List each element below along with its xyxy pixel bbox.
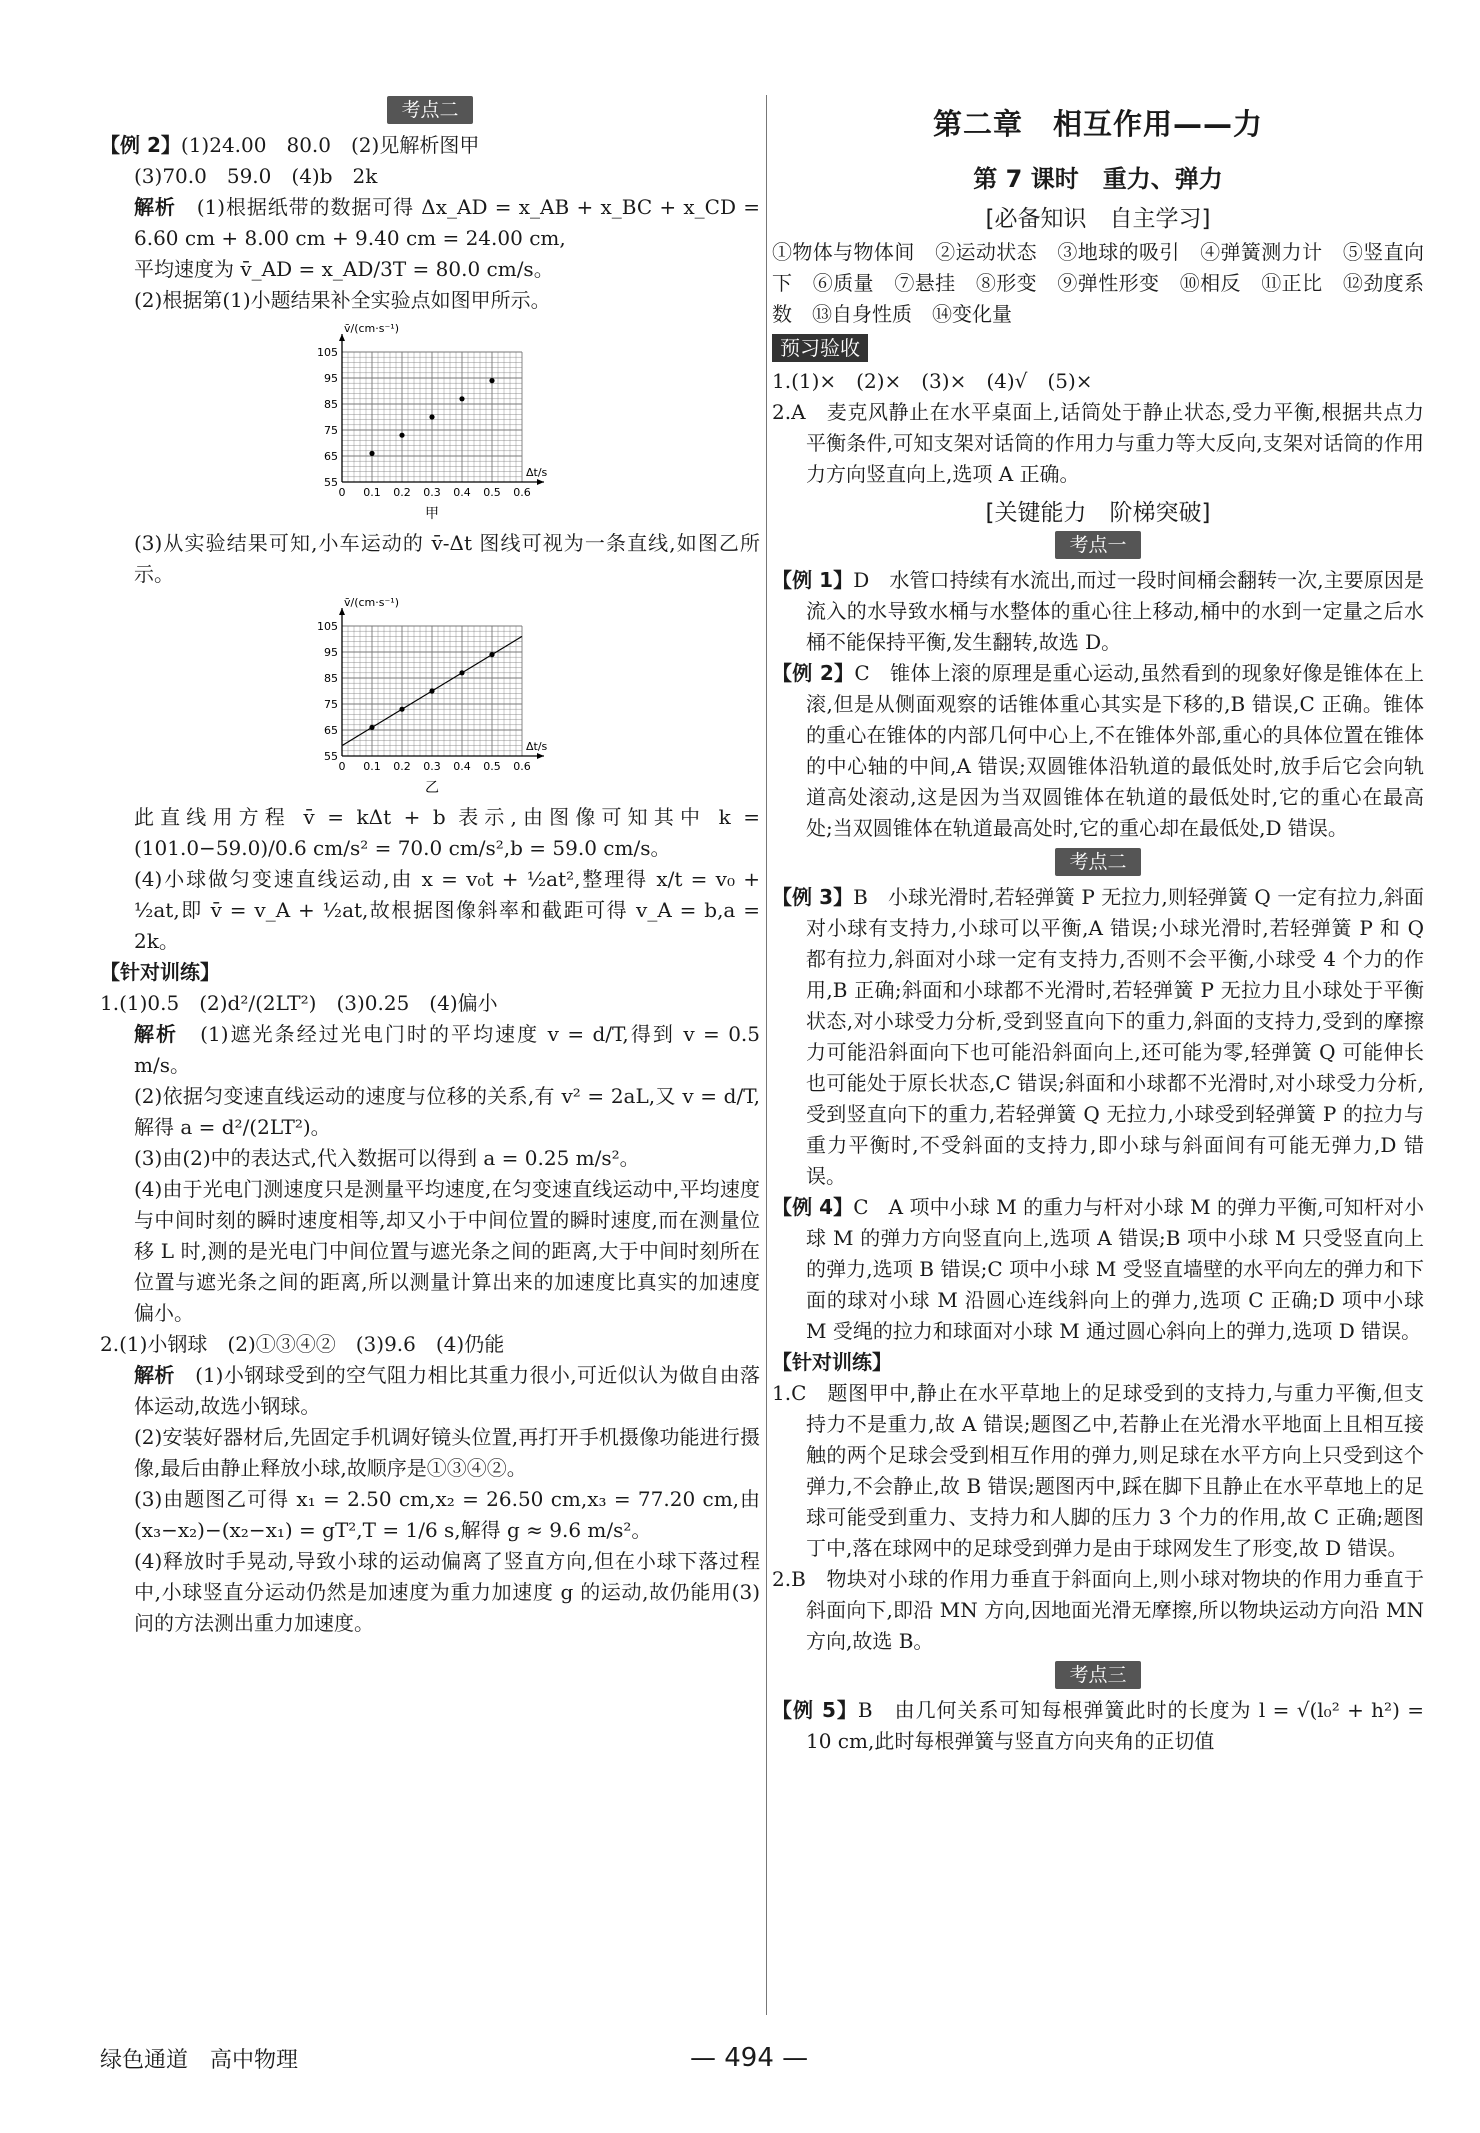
page-number: — 494 —	[690, 2043, 809, 2073]
analysis-p5: 此直线用方程 v̄ = kΔt + b 表示,由图像可知其中 k = (101.0−59.0)/0.6 cm/s² = 70.0 cm/s²,b = 59.0 cm/s。	[134, 805, 760, 860]
example-label: 【例 3】	[772, 885, 854, 909]
x-tick-label: 0.1	[363, 760, 381, 773]
x-axis-arrow	[537, 753, 544, 759]
lesson-title: 第 7 课时 重力、弹力	[973, 165, 1223, 193]
example-2-text: C 锥体上滚的原理是重心运动,虽然看到的现象好像是锥体在上滚,但是从侧面观察的话锥体重心其实是下移的,B 错误,C 正确。锥体的重心在锥体的内部几何中心上,不在锥体外部,重心的具体位置在锥体的中心轴的中间,A 错误;双圆锥体沿轨道的最低处时,放手后它会向轨道高处滚动,这是因为当双圆锥体在轨道的最低处时,它的重心在最高处;当双圆锥体在轨道最高处时,它的重心却在最低处,D 错误。	[806, 661, 1424, 840]
chapter-title: 第二章 相互作用——力	[932, 107, 1263, 141]
data-point	[489, 378, 494, 383]
analysis-label: 解析	[134, 1022, 179, 1046]
training-heading: 【针对训练】	[772, 1350, 892, 1374]
chart-yi	[280, 596, 580, 796]
y-tick-label: 65	[324, 450, 338, 463]
example-4-text: C A 项中小球 M 的重力与杆对小球 M 的弹力平衡,可知杆对小球 M 的弹力方向竖直向上,选项 A 错误;B 项中小球 M 只受竖直向上的弹力,选项 B 错误;C 项中小球 M 受竖直墙壁的水平向左的弹力和下面的球对小球 M 沿圆心连线斜向上的弹力,选项 C 正确;D 项中小球 M 受绳的拉力和球面对小球 M 通过圆心斜向上的弹力,选项 D 错误。	[806, 1195, 1424, 1343]
x-tick-label: 0.3	[423, 486, 441, 499]
data-point	[369, 451, 374, 456]
x-tick-label: 0.6	[513, 760, 531, 773]
section-badge-kaodian-1: 考点一	[1055, 531, 1140, 559]
y-axis-label: v̄/(cm·s⁻¹)	[344, 596, 400, 609]
training-answer-1: 1.C 题图甲中,静止在水平草地上的足球受到的支持力,与重力平衡,但支持力不是重力,故 A 错误;题图乙中,若静止在光滑水平地面上且相互接触的两个足球会受到相互作用的弹力,则足球在水平方向上只受到这个弹力,不会静止,故 B 错误;题图丙中,踩在脚下且静止在水平草地上的足球可能受到重力、支持力和人脚的压力 3 个力的作用,故 C 正确;题图丁中,落在球网中的足球受到弹力是由于球网发生了形变,故 D 错误。	[772, 1381, 1424, 1560]
training2-answer: 2.(1)小钢球 (2)①③④② (3)9.6 (4)仍能	[100, 1332, 505, 1356]
example-1-text: D 水管口持续有水流出,而过一段时间桶会翻转一次,主要原因是流入的水导致水桶与水整体的重心往上移动,桶中的水到一定量之后水桶不能保持平衡,发生翻转,故选 D。	[806, 568, 1424, 654]
preview-answer-1: 1.(1)× (2)× (3)× (4)√ (5)×	[772, 369, 1093, 393]
section-badge-kaodian-2: 考点二	[387, 96, 472, 124]
y-axis-arrow	[339, 334, 345, 341]
data-point	[459, 396, 464, 401]
data-point	[429, 414, 434, 419]
x-tick-label: 0.6	[513, 486, 531, 499]
x-tick-label: 0	[338, 760, 346, 773]
data-point	[399, 707, 404, 712]
analysis-p2: 平均速度为 v̄_AD = x_AD/3T = 80.0 cm/s。	[134, 257, 554, 281]
x-axis-label: Δt/s	[526, 466, 548, 479]
training2-analysis-4: (4)释放时手晃动,导致小球的运动偏离了竖直方向,但在小球下落过程中,小球竖直分运动仍然是加速度为重力加速度 g 的运动,故仍能用(3)问的方法测出重力加速度。	[134, 1549, 760, 1635]
training2-analysis-3: (3)由题图乙可得 x₁ = 2.50 cm,x₂ = 26.50 cm,x₃ = 77.20 cm,由(x₃−x₂)−(x₂−x₁) = gT²,T = 1/6 s,解得 g ≈ 9.6 m/s²。	[134, 1487, 760, 1542]
data-point	[489, 652, 494, 657]
ex2-answer-line2: (3)70.0 59.0 (4)b 2k	[134, 164, 378, 188]
data-point	[399, 433, 404, 438]
y-tick-label: 55	[324, 476, 338, 489]
training-heading: 【针对训练】	[100, 960, 220, 984]
data-point	[369, 725, 374, 730]
x-tick-label: 0.5	[483, 486, 501, 499]
y-tick-label: 105	[317, 620, 338, 633]
example-5-text: B 由几何关系可知每根弹簧此时的长度为 l = √(l₀² + h²) = 10 cm,此时每根弹簧与竖直方向夹角的正切值	[806, 1698, 1424, 1753]
x-tick-label: 0.4	[453, 760, 471, 773]
y-tick-label: 65	[324, 724, 338, 737]
y-axis-label: v̄/(cm·s⁻¹)	[344, 322, 400, 335]
y-tick-label: 75	[324, 424, 338, 437]
chart-caption: 乙	[425, 780, 439, 796]
x-tick-label: 0.1	[363, 486, 381, 499]
analysis-p1: (1)根据纸带的数据可得 Δx_AD = x_AB + x_BC + x_CD = 6.60 cm + 8.00 cm + 9.40 cm = 24.00 cm,	[134, 195, 761, 250]
footer-book-title: 绿色通道 高中物理	[100, 2048, 299, 2073]
left-column	[100, 92, 760, 1639]
training-answer-2: 2.B 物块对小球的作用力垂直于斜面向上,则小球对物块的作用力垂直于斜面向下,即沿 MN 方向,因地面光滑无摩擦,所以物块运动方向沿 MN 方向,故选 B。	[772, 1567, 1424, 1653]
analysis-label: 解析	[134, 195, 176, 219]
analysis-p4: (3)从实验结果可知,小车运动的 v̄-Δt 图线可视为一条直线,如图乙所示。	[134, 531, 760, 586]
example-3-text: B 小球光滑时,若轻弹簧 P 无拉力,则轻弹簧 Q 一定有拉力,斜面对小球有支持力,小球可以平衡,A 错误;小球光滑时,若轻弹簧 P 和 Q 都有拉力,斜面对小球一定有支持力,否则不会平衡,小球受 4 个力的作用,B 正确;斜面和小球都不光滑时,若轻弹簧 P 无拉力且小球处于平衡状态,对小球受力分析,受到竖直向下的重力,斜面的支持力,受到的摩擦力可能沿斜面向下也可能沿斜面向上,还可能为零,轻弹簧 Q 可能伸长也可能处于原长状态,C 错误;斜面和小球都不光滑时,对小球受力分析,受到竖直向下的重力,若轻弹簧 Q 无拉力,小球受到轻弹簧 P 的拉力与重力平衡时,不受斜面的支持力,即小球与斜面间有可能无弹力,D 错误。	[806, 885, 1424, 1188]
y-tick-label: 55	[324, 750, 338, 763]
analysis-p3: (2)根据第(1)小题结果补全实验点如图甲所示。	[134, 288, 551, 312]
preview-check-badge: 预习验收	[772, 334, 868, 362]
analysis-label: 解析	[134, 1363, 175, 1387]
y-axis-arrow	[339, 608, 345, 615]
chart-jia	[280, 322, 580, 522]
x-axis-arrow	[537, 479, 544, 485]
section-badge-kaodian-2: 考点二	[1055, 848, 1140, 876]
y-tick-label: 75	[324, 698, 338, 711]
training1-answer: 1.(1)0.5 (2)d²/(2LT²) (3)0.25 (4)偏小	[100, 991, 498, 1015]
section-heading-knowledge: [必备知识 自主学习]	[985, 206, 1211, 232]
x-tick-label: 0.2	[393, 486, 411, 499]
section-heading-ability: [关键能力 阶梯突破]	[985, 500, 1211, 526]
data-point	[429, 688, 434, 693]
column-divider	[766, 95, 767, 2015]
y-tick-label: 95	[324, 372, 338, 385]
training1-analysis-1: (1)遮光条经过光电门时的平均速度 v = d/T,得到 v = 0.5 m/s。	[134, 1022, 761, 1077]
y-tick-label: 85	[324, 398, 338, 411]
x-tick-label: 0.4	[453, 486, 471, 499]
ex2-answer-line1: (1)24.00 80.0 (2)见解析图甲	[180, 133, 480, 157]
section-badge-kaodian-3: 考点三	[1055, 1661, 1140, 1689]
analysis-p6: (4)小球做匀变速直线运动,由 x = v₀t + ½at²,整理得 x/t = v₀ + ½at,即 v̄ = v_A + ½at,故根据图像斜率和截距可得 v_A = b,a = 2k。	[134, 867, 760, 953]
training2-analysis-2: (2)安装好器材后,先固定手机调好镜头位置,再打开手机摄像功能进行摄像,最后由静止释放小球,故顺序是①③④②。	[134, 1425, 760, 1480]
example-label: 【例 5】	[772, 1698, 858, 1722]
x-tick-label: 0.2	[393, 760, 411, 773]
y-tick-label: 85	[324, 672, 338, 685]
fill-in-answers: ①物体与物体间 ②运动状态 ③地球的吸引 ④弹簧测力计 ⑤竖直向下 ⑥质量 ⑦悬挂 ⑧形变 ⑨弹性形变 ⑩相反 ⑪正比 ⑫劲度系数 ⑬自身性质 ⑭变化量	[772, 240, 1424, 326]
x-tick-label: 0	[338, 486, 346, 499]
x-axis-label: Δt/s	[526, 740, 548, 753]
example-label: 【例 1】	[772, 568, 854, 592]
example-label: 【例 2】	[772, 661, 855, 685]
training1-analysis-4: (4)由于光电门测速度只是测量平均速度,在匀变速直线运动中,平均速度与中间时刻的瞬时速度相等,却又小于中间位置的瞬时速度,而在测量位移 L 时,测的是光电门中间位置与遮光条之间的距离,大于中间时刻所在位置与遮光条之间的距离,所以测量计算出来的加速度比真实的加速度偏小。	[134, 1177, 760, 1325]
x-tick-label: 0.5	[483, 760, 501, 773]
chart-caption: 甲	[425, 506, 439, 522]
training2-analysis-1: (1)小钢球受到的空气阻力相比其重力很小,可近似认为做自由落体运动,故选小钢球。	[134, 1363, 761, 1418]
right-column	[772, 92, 1424, 1757]
data-point	[459, 670, 464, 675]
example-label: 【例 2】	[100, 133, 181, 157]
training1-analysis-3: (3)由(2)中的表达式,代入数据可以得到 a = 0.25 m/s²。	[134, 1146, 640, 1170]
y-tick-label: 95	[324, 646, 338, 659]
preview-answer-2: 2.A 麦克风静止在水平桌面上,话筒处于静止状态,受力平衡,根据共点力平衡条件,可知支架对话筒的作用力与重力等大反向,支架对话筒的作用力方向竖直向上,选项 A 正确。	[772, 400, 1424, 486]
x-tick-label: 0.3	[423, 760, 441, 773]
y-tick-label: 105	[317, 346, 338, 359]
training1-analysis-2: (2)依据匀变速直线运动的速度与位移的关系,有 v² = 2aL,又 v = d/T,解得 a = d²/(2LT²)。	[134, 1084, 760, 1139]
example-label: 【例 4】	[772, 1195, 854, 1219]
